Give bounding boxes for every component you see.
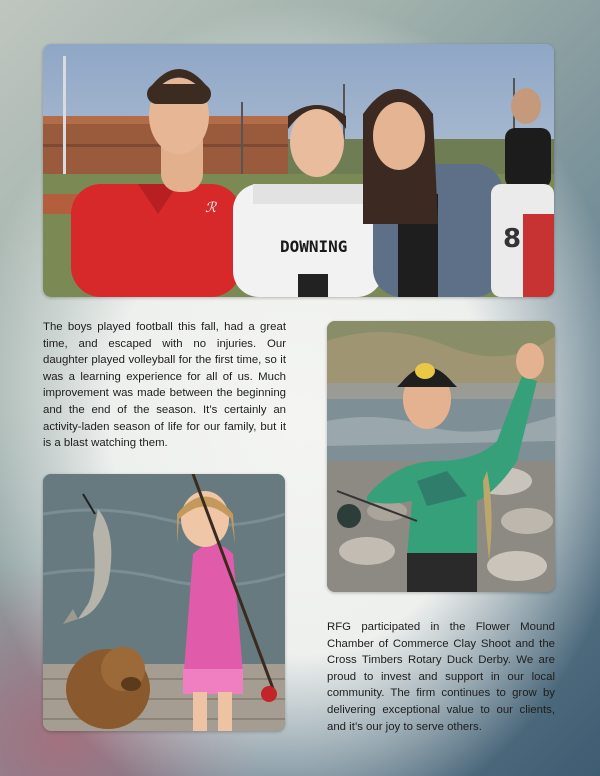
football-paragraph: The boys played football this fall, had a great time, and escaped with no injuries. Our daughter played volleyball for the first time, so it was a learning experience for all of us. Much improvement was made between the beginning and the end of the season. It’s certainly an activity-laden season of life for our family, but it is a blast watching them. [43, 321, 286, 450]
polo-emblem-icon: ℛ [205, 200, 217, 216]
fishing-boy-photo [327, 321, 555, 592]
community-paragraph: RFG participated in the Flower Mound Chamber of Commerce Clay Shoot and the Cross Timbers Rotary Duck Derby. We are proud to invest and support in our local community. The firm continues to grow by delivering exceptional value to our clients, and it’s our joy to serve others. [327, 621, 555, 733]
fishing-girl-photo [43, 474, 285, 731]
jersey-text: DOWNING [280, 237, 348, 256]
background-jersey-number: 8 [503, 224, 522, 254]
family-photo [43, 44, 554, 297]
